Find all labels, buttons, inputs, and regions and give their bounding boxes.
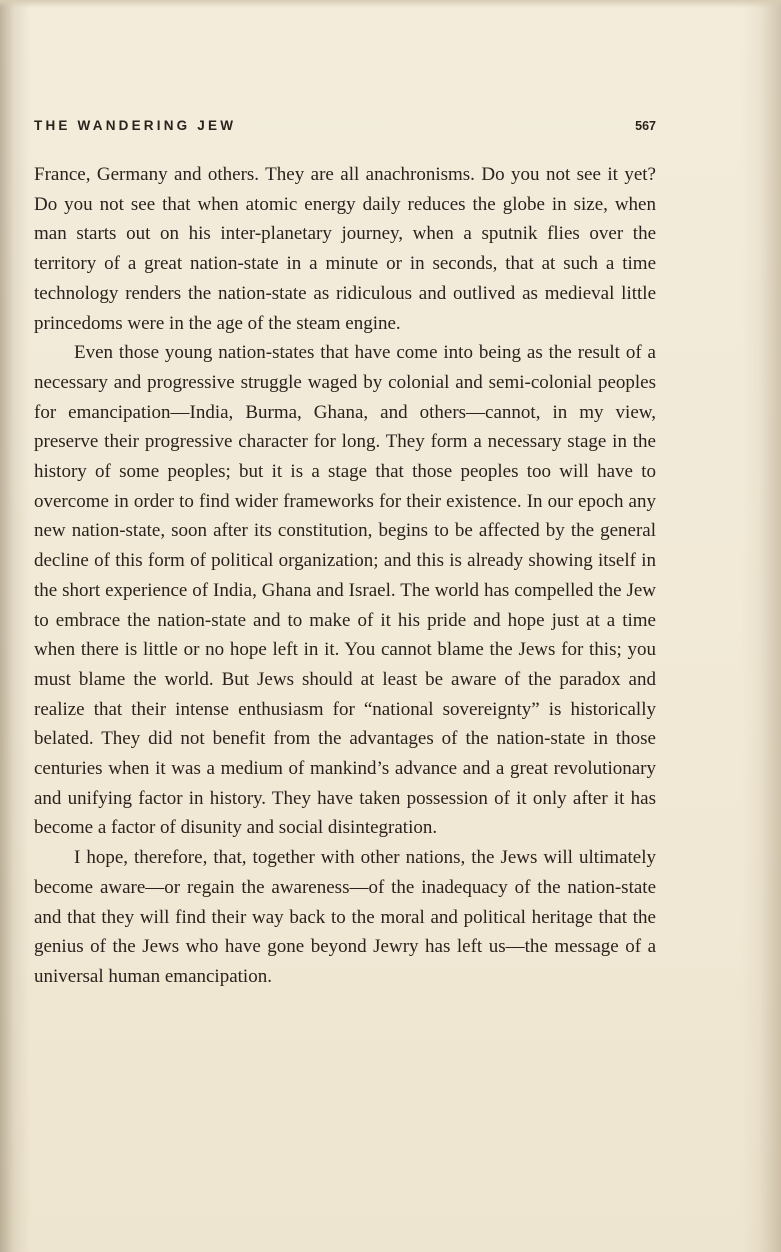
paragraph-conclusion: I hope, therefore, that, together with other nations, the Jews will ultimately become aware—or regain the awareness—of the inadequacy of the nation-state and that they will find their way back to the moral and political heritage that the genius of the Jews who have gone beyond Jewry has left us—the message of a universal human emancipation. — [34, 847, 656, 987]
running-head — [34, 118, 656, 136]
page-number: 567 — [635, 119, 656, 133]
page-top-edge — [0, 0, 781, 8]
paragraph-continuation: France, Germany and others. They are all anachronisms. Do you not see it yet? Do you not see that when atomic energy daily reduces the globe in size, when man starts out on his inter-planetary journey, when a sputnik flies over the territory of a great nation-state in a minute or in seconds, that at such a time technology renders the nation-state as ridiculous and outlived as medieval little princedoms were in the age of the steam engine. — [34, 164, 656, 334]
body-text — [34, 160, 656, 992]
running-title: THE WANDERING JEW — [34, 118, 237, 133]
paragraph-nation-states: Even those young nation-states that have come into being as the result of a necessary and progressive struggle waged by colonial and semi-colonial peoples for emancipation—India, Burma, Ghana, and others—cannot, in my view, preserve their progressive character for long. They form a necessary stage in the history of some peoples; but it is a stage that those peoples too will have to overcome in order to find wider frameworks for their existence. In our epoch any new nation-state, soon after its constitution, begins to be affected by the general decline of this form of political organization; and this is already showing itself in the short experience of India, Ghana and Israel. The world has compelled the Jew to embrace the nation-state and to make of it his pride and hope just at a time when there is little or no hope left in it. You cannot blame the Jews for this; you must blame the world. But Jews should at least be aware of the paradox and realize that their intense enthusiasm for “national sovereignty” is historically belated. They did not benefit from the advantages of the nation-state in those centuries when it was a medium of mankind’s advance and a great revolutionary and unifying factor in history. They have taken possession of it only after it has become a factor of disunity and social disintegration. — [34, 342, 656, 839]
